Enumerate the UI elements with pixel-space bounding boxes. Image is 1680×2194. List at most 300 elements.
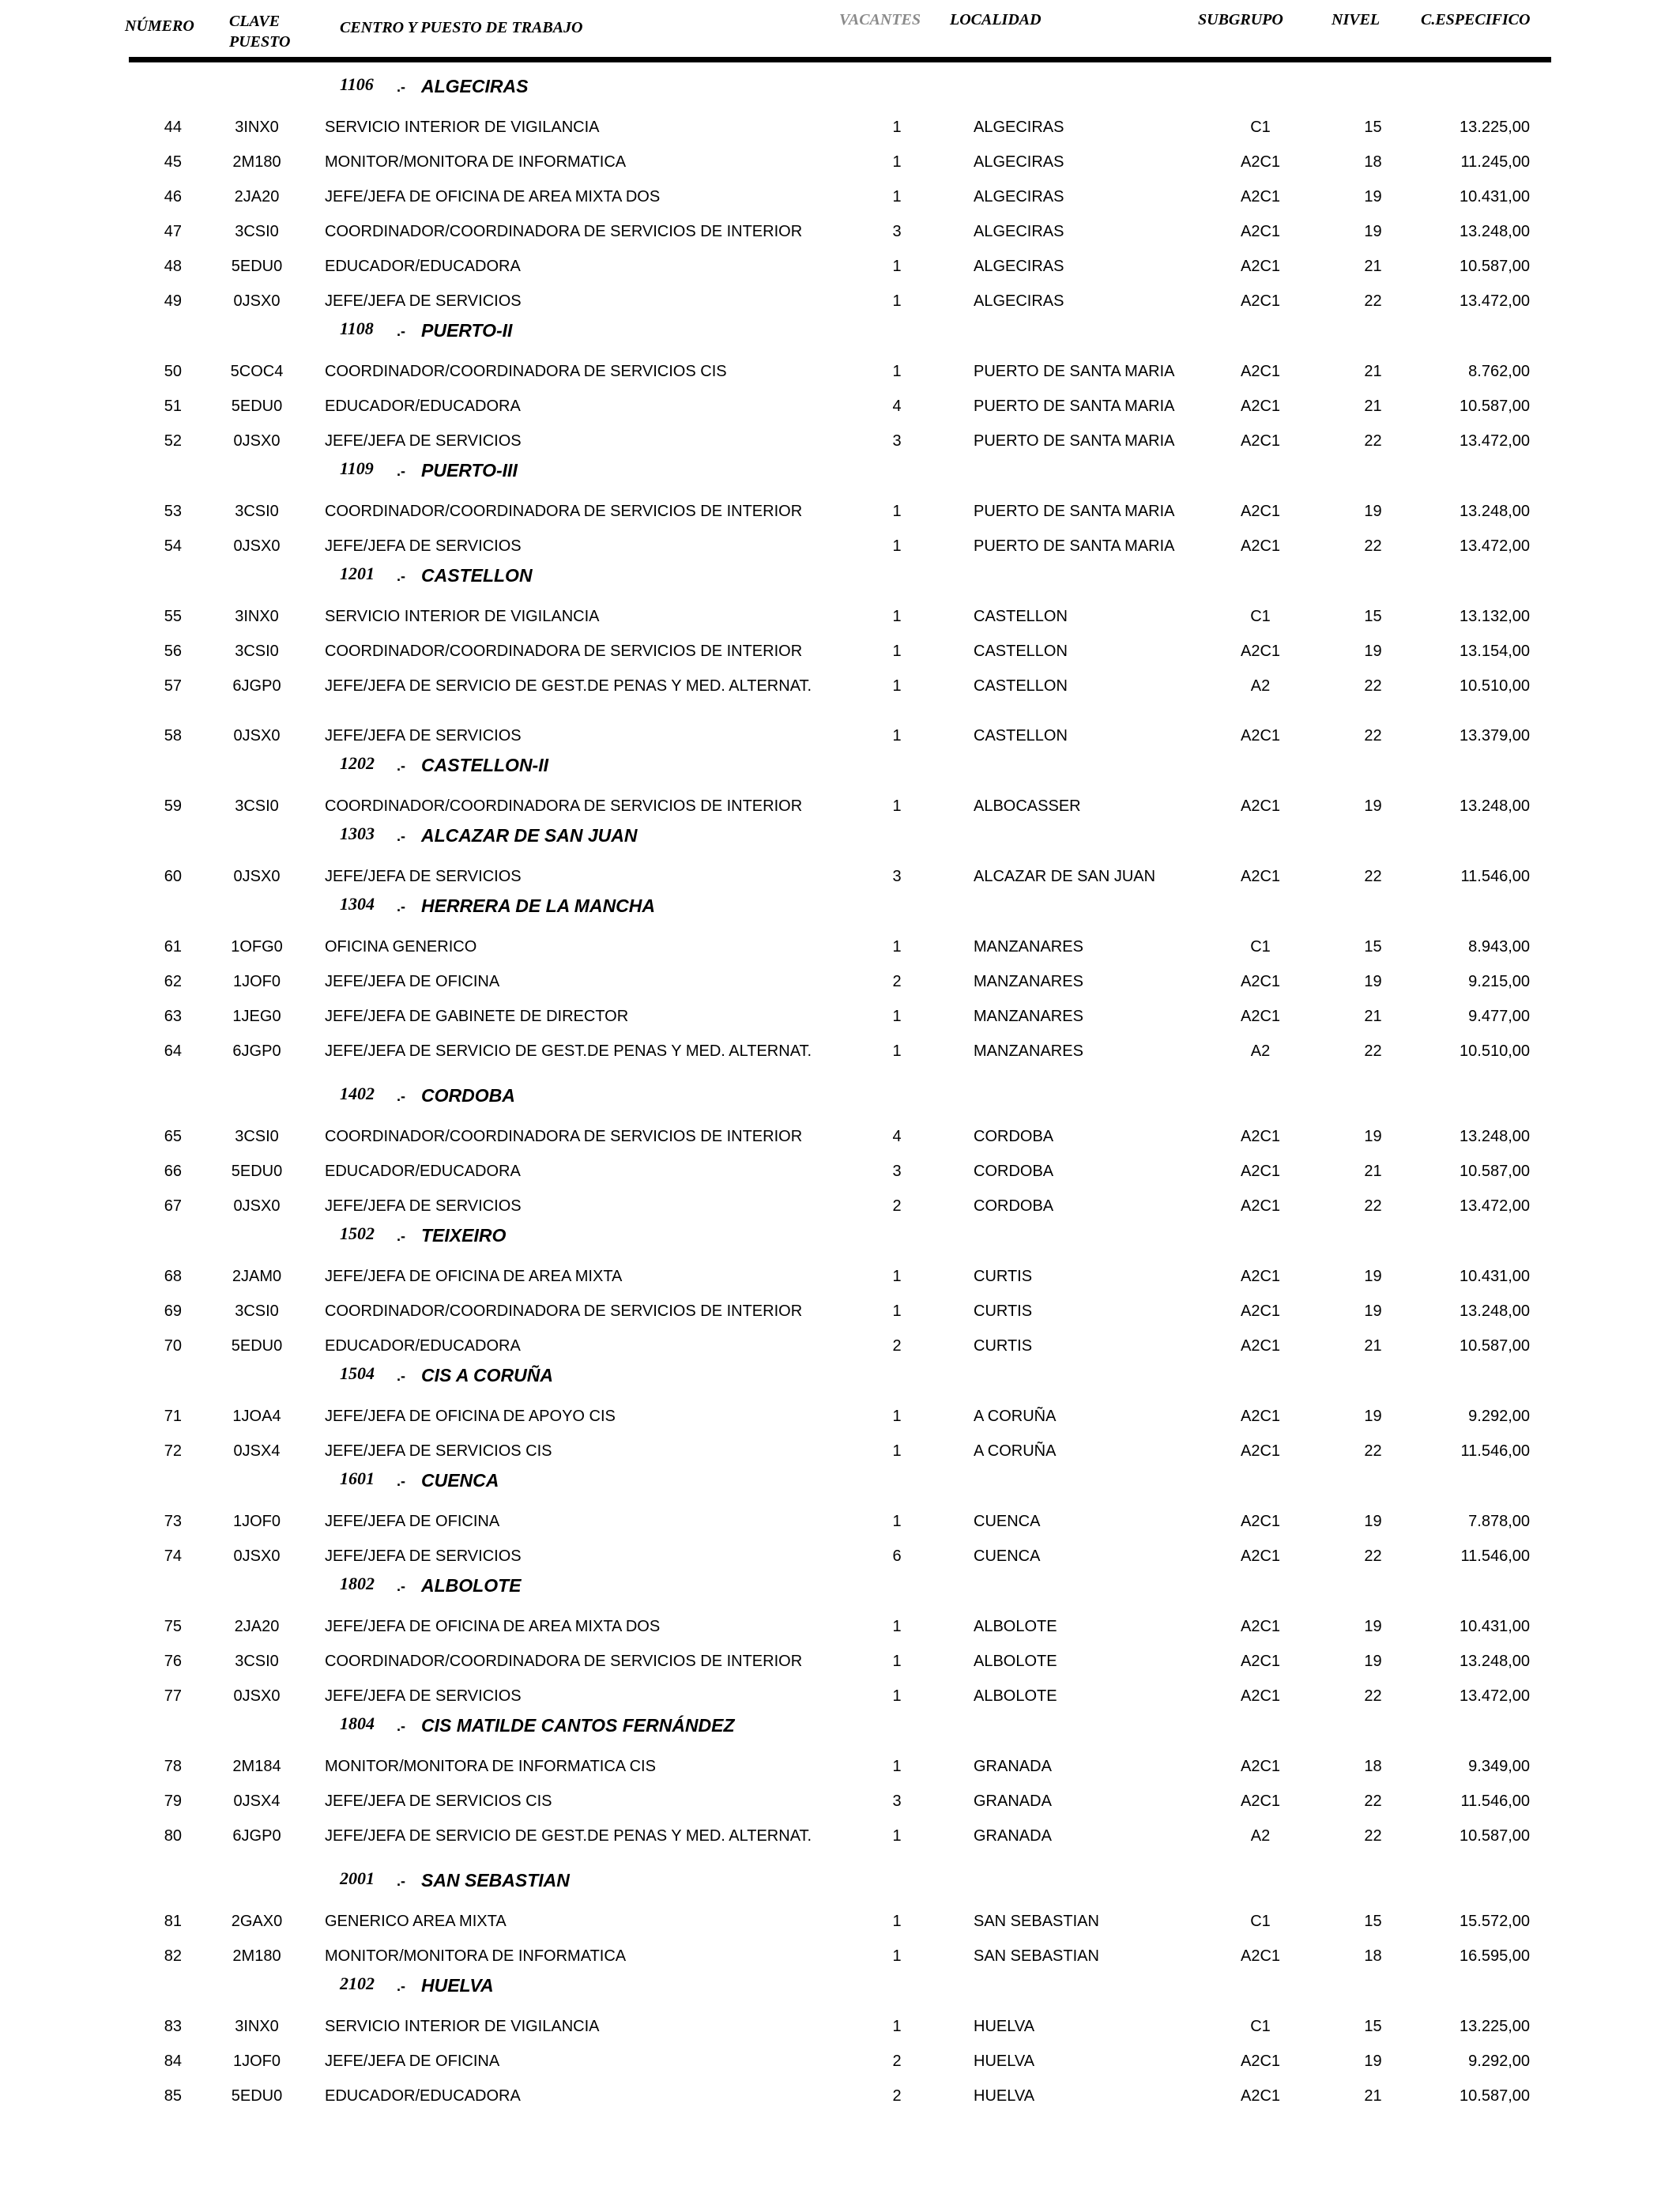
clave-puesto-cell: 0JSX4	[233, 1442, 281, 1460]
subgrupo-cell: A2C1	[1240, 2053, 1281, 2070]
numero-cell: 82	[164, 1947, 182, 1965]
nivel-cell: 15	[1364, 1913, 1382, 1930]
vacantes-cell: 1	[892, 938, 902, 956]
table-row	[0, 1746, 1680, 1781]
localidad-cell: CASTELLON	[974, 677, 1068, 695]
subgrupo-cell: A2C1	[1240, 2087, 1281, 2105]
c-especifico-cell: 10.510,00	[1460, 677, 1530, 695]
puesto-cell: JEFE/JEFA DE OFICINA	[325, 1513, 500, 1530]
center-heading	[0, 315, 1680, 351]
center-code: 1304	[340, 894, 375, 914]
subgrupo-cell: A2C1	[1240, 1268, 1281, 1285]
subgrupo-cell: A2C1	[1240, 1197, 1281, 1215]
numero-cell: 76	[164, 1653, 182, 1670]
c-especifico-cell: 13.472,00	[1460, 1687, 1530, 1705]
subgrupo-cell: A2C1	[1240, 1793, 1281, 1810]
clave-puesto-cell: 5EDU0	[231, 1337, 283, 1355]
localidad-cell: CORDOBA	[974, 1163, 1054, 1180]
puesto-cell: SERVICIO INTERIOR DE VIGILANCIA	[325, 119, 600, 136]
nivel-cell: 15	[1364, 119, 1382, 136]
center-heading	[0, 820, 1680, 856]
table-row	[0, 2075, 1680, 2110]
clave-puesto-cell: 3INX0	[235, 2018, 279, 2035]
vacantes-cell: 1	[892, 119, 902, 136]
vacantes-cell: 1	[892, 503, 902, 520]
clave-puesto-cell: 2M180	[232, 153, 281, 171]
subgrupo-cell: A2C1	[1240, 1618, 1281, 1635]
c-especifico-cell: 8.943,00	[1468, 938, 1530, 956]
vacantes-cell: 3	[892, 868, 902, 885]
vacantes-cell: 1	[892, 1042, 902, 1060]
vacantes-cell: 2	[892, 1197, 902, 1215]
numero-cell: 64	[164, 1042, 182, 1060]
localidad-cell: MANZANARES	[974, 938, 1083, 956]
puesto-cell: EDUCADOR/EDUCADORA	[325, 398, 521, 415]
table-row	[0, 1431, 1680, 1465]
clave-puesto-cell: 3CSI0	[235, 797, 279, 815]
center-separator: .-	[397, 568, 405, 584]
table-row	[0, 281, 1680, 315]
center-heading	[0, 1220, 1680, 1256]
puesto-cell: JEFE/JEFA DE SERVICIOS	[325, 432, 522, 450]
localidad-cell: ALBOLOTE	[974, 1687, 1057, 1705]
puesto-cell: JEFE/JEFA DE SERVICIOS	[325, 1547, 522, 1565]
clave-puesto-cell: 1JOF0	[232, 1513, 281, 1530]
localidad-cell: HUELVA	[974, 2053, 1035, 2070]
table-row	[0, 996, 1680, 1031]
table-row	[0, 1325, 1680, 1360]
numero-cell: 68	[164, 1268, 182, 1285]
nivel-cell: 19	[1364, 1513, 1382, 1530]
c-especifico-cell: 9.292,00	[1468, 2053, 1530, 2070]
localidad-cell: MANZANARES	[974, 1008, 1083, 1025]
vacantes-cell: 1	[892, 677, 902, 695]
table-row	[0, 2041, 1680, 2075]
nivel-cell: 19	[1364, 1302, 1382, 1320]
subgrupo-cell: A2C1	[1240, 1008, 1281, 1025]
localidad-cell: GRANADA	[974, 1758, 1052, 1775]
c-especifico-cell: 10.587,00	[1460, 1337, 1530, 1355]
nivel-cell: 18	[1364, 1758, 1382, 1775]
puesto-cell: COORDINADOR/COORDINADORA DE SERVICIOS DE INTERIOR	[325, 643, 803, 660]
center-separator: .-	[397, 1718, 405, 1734]
localidad-cell: HUELVA	[974, 2018, 1035, 2035]
nivel-cell: 22	[1364, 1793, 1382, 1810]
clave-puesto-cell: 3CSI0	[235, 223, 279, 240]
vacantes-cell: 3	[892, 1163, 902, 1180]
subgrupo-cell: A2C1	[1240, 537, 1281, 555]
localidad-cell: MANZANARES	[974, 973, 1083, 990]
c-especifico-cell: 10.587,00	[1460, 258, 1530, 275]
numero-cell: 65	[164, 1128, 182, 1145]
puesto-cell: MONITOR/MONITORA DE INFORMATICA	[325, 153, 627, 171]
localidad-cell: CORDOBA	[974, 1128, 1054, 1145]
numero-cell: 63	[164, 1008, 182, 1025]
clave-puesto-cell: 2JAM0	[232, 1268, 282, 1285]
c-especifico-cell: 7.878,00	[1468, 1513, 1530, 1530]
numero-cell: 67	[164, 1197, 182, 1215]
localidad-cell: PUERTO DE SANTA MARIA	[974, 432, 1175, 450]
numero-cell: 85	[164, 2087, 182, 2105]
clave-puesto-cell: 3CSI0	[235, 1653, 279, 1670]
center-name: CIS MATILDE CANTOS FERNÁNDEZ	[421, 1715, 735, 1736]
localidad-cell: CUENCA	[974, 1513, 1041, 1530]
nivel-cell: 22	[1364, 1197, 1382, 1215]
puesto-cell: JEFE/JEFA DE OFICINA	[325, 2053, 500, 2070]
center-code: 1202	[340, 753, 375, 773]
localidad-cell: ALCAZAR DE SAN JUAN	[974, 868, 1156, 885]
localidad-cell: CURTIS	[974, 1337, 1033, 1355]
numero-cell: 55	[164, 608, 182, 625]
c-especifico-cell: 10.587,00	[1460, 398, 1530, 415]
center-heading	[0, 71, 1680, 107]
nivel-cell: 21	[1364, 1163, 1382, 1180]
clave-puesto-cell: 3CSI0	[235, 1302, 279, 1320]
subgrupo-cell: A2	[1250, 677, 1271, 695]
clave-puesto-cell: 5COC4	[230, 363, 284, 380]
puesto-cell: JEFE/JEFA DE OFICINA DE APOYO CIS	[325, 1408, 616, 1425]
center-name: ALGECIRAS	[421, 76, 529, 96]
table-row	[0, 631, 1680, 665]
subgrupo-cell: A2C1	[1240, 797, 1281, 815]
center-separator: .-	[397, 1873, 405, 1889]
localidad-cell: MANZANARES	[974, 1042, 1083, 1060]
center-name: SAN SEBASTIAN	[421, 1870, 570, 1891]
numero-cell: 50	[164, 363, 182, 380]
localidad-cell: PUERTO DE SANTA MARIA	[974, 503, 1175, 520]
clave-puesto-cell: 1JOF0	[232, 2053, 281, 2070]
subgrupo-cell: A2C1	[1240, 503, 1281, 520]
c-especifico-cell: 16.595,00	[1460, 1947, 1530, 1965]
localidad-cell: ALGECIRAS	[974, 258, 1064, 275]
numero-cell: 71	[164, 1408, 182, 1425]
localidad-cell: CUENCA	[974, 1547, 1041, 1565]
nivel-cell: 22	[1364, 1687, 1382, 1705]
localidad-cell: A CORUÑA	[974, 1442, 1057, 1460]
center-code: 1504	[340, 1363, 375, 1383]
puesto-cell: COORDINADOR/COORDINADORA DE SERVICIOS DE INTERIOR	[325, 223, 803, 240]
puesto-cell: COORDINADOR/COORDINADORA DE SERVICIOS CIS	[325, 363, 727, 380]
subgrupo-cell: A2C1	[1240, 1547, 1281, 1565]
center-heading	[0, 455, 1680, 491]
subgrupo-cell: A2C1	[1240, 223, 1281, 240]
table-row	[0, 1536, 1680, 1570]
nivel-cell: 19	[1364, 1268, 1382, 1285]
c-especifico-cell: 13.225,00	[1460, 119, 1530, 136]
localidad-cell: ALGECIRAS	[974, 153, 1064, 171]
subgrupo-cell: A2C1	[1240, 292, 1281, 310]
c-especifico-cell: 9.292,00	[1468, 1408, 1530, 1425]
table-row	[0, 1116, 1680, 1151]
vacantes-cell: 1	[892, 537, 902, 555]
subgrupo-cell: A2C1	[1240, 643, 1281, 660]
subgrupo-cell: A2C1	[1240, 153, 1281, 171]
vacantes-cell: 1	[892, 1008, 902, 1025]
table-row	[0, 491, 1680, 526]
clave-puesto-cell: 3CSI0	[235, 643, 279, 660]
subgrupo-cell: A2C1	[1240, 1513, 1281, 1530]
vacantes-cell: 1	[892, 2018, 902, 2035]
center-code: 1601	[340, 1468, 375, 1488]
center-name: CORDOBA	[421, 1085, 515, 1106]
table-row	[0, 961, 1680, 996]
table-row	[0, 176, 1680, 211]
center-heading	[0, 1080, 1680, 1116]
numero-cell: 83	[164, 2018, 182, 2035]
subgrupo-cell: A2C1	[1240, 973, 1281, 990]
center-separator: .-	[397, 1473, 405, 1489]
subgrupo-cell: A2C1	[1240, 1653, 1281, 1670]
vacantes-cell: 1	[892, 258, 902, 275]
nivel-cell: 19	[1364, 188, 1382, 205]
center-heading	[0, 560, 1680, 596]
center-code: 2102	[340, 1973, 375, 1993]
c-especifico-cell: 9.349,00	[1468, 1758, 1530, 1775]
nivel-cell: 19	[1364, 1618, 1382, 1635]
table-row	[0, 1256, 1680, 1291]
puesto-cell: MONITOR/MONITORA DE INFORMATICA	[325, 1947, 627, 1965]
localidad-cell: ALGECIRAS	[974, 223, 1064, 240]
c-especifico-cell: 13.248,00	[1460, 223, 1530, 240]
center-heading	[0, 891, 1680, 926]
numero-cell: 77	[164, 1687, 182, 1705]
numero-cell: 73	[164, 1513, 182, 1530]
nivel-cell: 19	[1364, 503, 1382, 520]
clave-puesto-cell: 0JSX4	[233, 1793, 281, 1810]
table-row	[0, 1186, 1680, 1220]
c-especifico-cell: 11.546,00	[1460, 1547, 1530, 1565]
vacantes-cell: 1	[892, 1618, 902, 1635]
vacantes-cell: 1	[892, 1408, 902, 1425]
vacantes-cell: 2	[892, 1337, 902, 1355]
header-clave-puesto: CLAVE PUESTO	[229, 13, 291, 51]
c-especifico-cell: 10.431,00	[1460, 1618, 1530, 1635]
nivel-cell: 15	[1364, 608, 1382, 625]
localidad-cell: GRANADA	[974, 1793, 1052, 1810]
puesto-cell: JEFE/JEFA DE SERVICIO DE GEST.DE PENAS Y MED. ALTERNAT.	[325, 1827, 812, 1845]
localidad-cell: SAN SEBASTIAN	[974, 1913, 1099, 1930]
subgrupo-cell: A2C1	[1240, 432, 1281, 450]
center-separator: .-	[397, 1368, 405, 1384]
vacantes-cell: 3	[892, 1793, 902, 1810]
puesto-cell: JEFE/JEFA DE SERVICIOS	[325, 868, 522, 885]
subgrupo-cell: A2C1	[1240, 1302, 1281, 1320]
numero-cell: 84	[164, 2053, 182, 2070]
subgrupo-cell: A2C1	[1240, 398, 1281, 415]
clave-puesto-cell: 3INX0	[235, 119, 279, 136]
center-code: 1804	[340, 1713, 375, 1733]
subgrupo-cell: A2C1	[1240, 1442, 1281, 1460]
center-separator: .-	[397, 1228, 405, 1244]
nivel-cell: 18	[1364, 153, 1382, 171]
clave-puesto-cell: 0JSX0	[233, 1197, 281, 1215]
center-code: 1402	[340, 1084, 375, 1103]
c-especifico-cell: 10.431,00	[1460, 188, 1530, 205]
c-especifico-cell: 13.472,00	[1460, 537, 1530, 555]
nivel-cell: 22	[1364, 1442, 1382, 1460]
center-heading	[0, 1570, 1680, 1606]
vacantes-cell: 1	[892, 1653, 902, 1670]
localidad-cell: HUELVA	[974, 2087, 1035, 2105]
center-name: ALCAZAR DE SAN JUAN	[421, 825, 638, 846]
center-code: 1106	[340, 74, 374, 94]
clave-puesto-cell: 0JSX0	[233, 292, 281, 310]
c-especifico-cell: 9.477,00	[1468, 1008, 1530, 1025]
clave-puesto-cell: 5EDU0	[231, 258, 283, 275]
vacantes-cell: 1	[892, 1687, 902, 1705]
c-especifico-cell: 13.472,00	[1460, 432, 1530, 450]
table-row	[0, 1815, 1680, 1865]
vacantes-cell: 1	[892, 292, 902, 310]
vacantes-cell: 1	[892, 1947, 902, 1965]
center-separator: .-	[397, 828, 405, 844]
subgrupo-cell: A2C1	[1240, 1687, 1281, 1705]
table-row	[0, 141, 1680, 176]
table-row	[0, 856, 1680, 891]
nivel-cell: 21	[1364, 363, 1382, 380]
numero-cell: 79	[164, 1793, 182, 1810]
vacantes-cell: 1	[892, 1827, 902, 1845]
nivel-cell: 22	[1364, 432, 1382, 450]
localidad-cell: ALBOCASSER	[974, 797, 1081, 815]
vacantes-cell: 1	[892, 1913, 902, 1930]
nivel-cell: 19	[1364, 1128, 1382, 1145]
table-row	[0, 1291, 1680, 1325]
puesto-cell: JEFE/JEFA DE SERVICIOS	[325, 537, 522, 555]
puesto-cell: SERVICIO INTERIOR DE VIGILANCIA	[325, 608, 600, 625]
nivel-cell: 22	[1364, 292, 1382, 310]
table-row	[0, 211, 1680, 246]
c-especifico-cell: 13.154,00	[1460, 643, 1530, 660]
localidad-cell: PUERTO DE SANTA MARIA	[974, 363, 1175, 380]
center-name: TEIXEIRO	[421, 1225, 507, 1246]
numero-cell: 72	[164, 1442, 182, 1460]
numero-cell: 45	[164, 153, 182, 171]
center-heading	[0, 1865, 1680, 1901]
header-centro-puesto: CENTRO Y PUESTO DE TRABAJO	[340, 19, 583, 36]
localidad-cell: A CORUÑA	[974, 1408, 1057, 1425]
localidad-cell: ALBOLOTE	[974, 1618, 1057, 1635]
puesto-cell: JEFE/JEFA DE SERVICIOS	[325, 1687, 522, 1705]
clave-puesto-cell: 2JA20	[234, 188, 280, 205]
center-code: 1303	[340, 824, 375, 843]
table-row	[0, 715, 1680, 750]
nivel-cell: 22	[1364, 727, 1382, 745]
localidad-cell: CASTELLON	[974, 608, 1068, 625]
c-especifico-cell: 13.248,00	[1460, 503, 1530, 520]
vacantes-cell: 1	[892, 1513, 902, 1530]
puesto-cell: JEFE/JEFA DE SERVICIO DE GEST.DE PENAS Y MED. ALTERNAT.	[325, 677, 812, 695]
puesto-cell: COORDINADOR/COORDINADORA DE SERVICIOS DE INTERIOR	[325, 1302, 803, 1320]
table-row	[0, 2006, 1680, 2041]
numero-cell: 80	[164, 1827, 182, 1845]
puesto-cell: EDUCADOR/EDUCADORA	[325, 2087, 521, 2105]
localidad-cell: CURTIS	[974, 1302, 1033, 1320]
puesto-cell: JEFE/JEFA DE SERVICIOS CIS	[325, 1793, 552, 1810]
vacantes-cell: 1	[892, 1442, 902, 1460]
puesto-cell: JEFE/JEFA DE SERVICIOS	[325, 292, 522, 310]
table-row	[0, 1606, 1680, 1641]
center-name: ALBOLOTE	[421, 1575, 522, 1596]
clave-puesto-cell: 1JOF0	[232, 973, 281, 990]
center-name: HERRERA DE LA MANCHA	[421, 895, 656, 916]
subgrupo-cell: A2	[1250, 1827, 1271, 1845]
vacantes-cell: 3	[892, 432, 902, 450]
c-especifico-cell: 13.132,00	[1460, 608, 1530, 625]
vacantes-cell: 4	[892, 1128, 902, 1145]
subgrupo-cell: A2	[1250, 1042, 1271, 1060]
clave-puesto-cell: 6JGP0	[232, 1827, 281, 1845]
header-rule	[129, 57, 1551, 62]
numero-cell: 70	[164, 1337, 182, 1355]
nivel-cell: 19	[1364, 973, 1382, 990]
table-row	[0, 1396, 1680, 1431]
puesto-cell: JEFE/JEFA DE SERVICIO DE GEST.DE PENAS Y MED. ALTERNAT.	[325, 1042, 812, 1060]
subgrupo-cell: A2C1	[1240, 188, 1281, 205]
table-row	[0, 1501, 1680, 1536]
center-name: PUERTO-III	[421, 460, 518, 481]
vacantes-cell: 1	[892, 1758, 902, 1775]
numero-cell: 52	[164, 432, 182, 450]
subgrupo-cell: C1	[1250, 938, 1271, 956]
numero-cell: 51	[164, 398, 182, 415]
center-separator: .-	[397, 899, 405, 914]
nivel-cell: 21	[1364, 398, 1382, 415]
puesto-cell: SERVICIO INTERIOR DE VIGILANCIA	[325, 2018, 600, 2035]
center-code: 1201	[340, 564, 375, 583]
nivel-cell: 19	[1364, 2053, 1382, 2070]
vacantes-cell: 4	[892, 398, 902, 415]
subgrupo-cell: C1	[1250, 119, 1271, 136]
c-especifico-cell: 13.379,00	[1460, 727, 1530, 745]
vacantes-cell: 1	[892, 1302, 902, 1320]
clave-puesto-cell: 2JA20	[234, 1618, 280, 1635]
header-numero: NÚMERO	[125, 17, 194, 35]
puesto-cell: JEFE/JEFA DE SERVICIOS CIS	[325, 1442, 552, 1460]
center-separator: .-	[397, 79, 405, 95]
numero-cell: 53	[164, 503, 182, 520]
center-separator: .-	[397, 758, 405, 774]
numero-cell: 48	[164, 258, 182, 275]
center-name: CASTELLON	[421, 565, 533, 586]
localidad-cell: ALGECIRAS	[974, 188, 1064, 205]
clave-puesto-cell: 2GAX0	[231, 1913, 283, 1930]
center-separator: .-	[397, 1978, 405, 1994]
vacantes-cell: 1	[892, 363, 902, 380]
localidad-cell: CASTELLON	[974, 643, 1068, 660]
puesto-cell: JEFE/JEFA DE OFICINA DE AREA MIXTA	[325, 1268, 623, 1285]
clave-puesto-cell: 3INX0	[235, 608, 279, 625]
vacantes-cell: 1	[892, 188, 902, 205]
c-especifico-cell: 11.546,00	[1460, 1793, 1530, 1810]
center-code: 1109	[340, 458, 374, 478]
c-especifico-cell: 13.225,00	[1460, 2018, 1530, 2035]
puesto-cell: COORDINADOR/COORDINADORA DE SERVICIOS DE INTERIOR	[325, 1653, 803, 1670]
puesto-cell: EDUCADOR/EDUCADORA	[325, 258, 521, 275]
table-row	[0, 351, 1680, 386]
numero-cell: 62	[164, 973, 182, 990]
clave-puesto-cell: 1JOA4	[232, 1408, 281, 1425]
nivel-cell: 22	[1364, 868, 1382, 885]
numero-cell: 47	[164, 223, 182, 240]
c-especifico-cell: 11.245,00	[1460, 153, 1530, 171]
numero-cell: 56	[164, 643, 182, 660]
numero-cell: 75	[164, 1618, 182, 1635]
subgrupo-cell: C1	[1250, 1913, 1271, 1930]
header-nivel: NIVEL	[1332, 11, 1381, 28]
table-row	[0, 1781, 1680, 1815]
nivel-cell: 15	[1364, 938, 1382, 956]
